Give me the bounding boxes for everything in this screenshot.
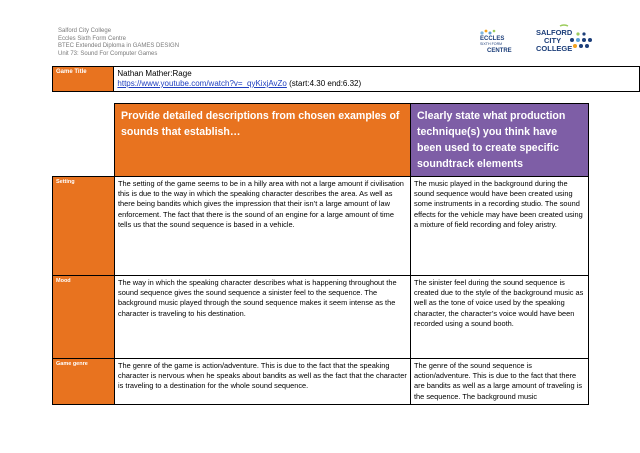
salford-logo-word-1: SALFORD <box>536 28 573 37</box>
salford-logo-word-3: COLLEGE <box>536 44 573 53</box>
mood-technique: The sinister feel during the sound sequence is created due to the style of the background music as well as the tone of voice used by the speaking character, the character’s voice would have been recorded using a sound booth. <box>411 276 589 359</box>
header-unit: Unit 73: Sound For Computer Games <box>58 50 158 57</box>
eccles-logo-word-2: SIXTH FORM <box>480 42 503 46</box>
table-row <box>53 177 589 276</box>
row-label-mood: Mood <box>53 276 115 359</box>
analysis-table <box>52 103 589 405</box>
salford-logo-word-2: CITY <box>544 36 562 45</box>
game-title-text: Nathan Mather:Rage <box>117 69 192 78</box>
setting-description: The setting of the game seems to be in a hilly area with not a large amount if civilisation this is due to the way in which the speaking character describes the area. As well as there being bandits which gives the impression that their isn’t a large amount of law enforcement. The fact that there is the sound of an engine for a large amount of time tells us that the sound sequence is based in a vehicle. <box>115 177 411 276</box>
document-header <box>58 28 179 58</box>
youtube-link[interactable]: https://www.youtube.com/watch?v=_qyKixjAvZo <box>117 79 287 88</box>
genre-technique: The genre of the sound sequence is action/adventure. This is due to the fact that there are bandits as well as a large amount of traveling is the sequence. The background music <box>411 359 589 405</box>
header-centre: Eccles Sixth Form Centre <box>58 35 127 42</box>
eccles-logo-word-1: ECCLES <box>480 36 505 42</box>
eccles-logo <box>478 28 520 54</box>
descriptions-column-header: Provide detailed descriptions from chosen examples of sounds that establish… <box>115 104 411 177</box>
setting-technique: The music played in the background during the sound sequence would have been created using some instruments in a recording studio. The sound effects for the vehicle may have been created using a mixture of field recording and foley aristry. <box>411 177 589 276</box>
game-title-table <box>52 66 640 92</box>
salford-city-college-logo <box>530 24 596 56</box>
game-title-cell <box>114 67 640 92</box>
table-row <box>53 276 589 359</box>
row-label-game-genre: Game genre <box>53 359 115 405</box>
eccles-logo-word-3: CENTRE <box>487 48 512 54</box>
mood-description: The way in which the speaking character describes what is happening throughout the sound sequence gives the sound sequence a sinister feel to the sequence. The background music played through the sound sequence makes it seem intense as the character is traveling to his destination. <box>115 276 411 359</box>
corner-cell <box>53 104 115 177</box>
genre-description: The genre of the game is action/adventure. This is due to the fact that the speaking character is nervous when he speaks about bandits as well as the fact that the character is traveling to a destination for the whole sound sequence. <box>115 359 411 405</box>
table-row <box>53 359 589 405</box>
technique-column-header: Clearly state what production technique(s) you think have been used to create specific soundtrack elements <box>411 104 589 177</box>
row-label-setting: Setting <box>53 177 115 276</box>
header-college: Salford City College <box>58 28 112 34</box>
header-course: BTEC Extended Diploma in GAMES DESIGN <box>58 43 180 50</box>
game-link-line <box>117 79 636 89</box>
game-title-label: Game Title <box>53 67 114 92</box>
clip-timing: (start:4.30 end:6.32) <box>289 79 362 88</box>
